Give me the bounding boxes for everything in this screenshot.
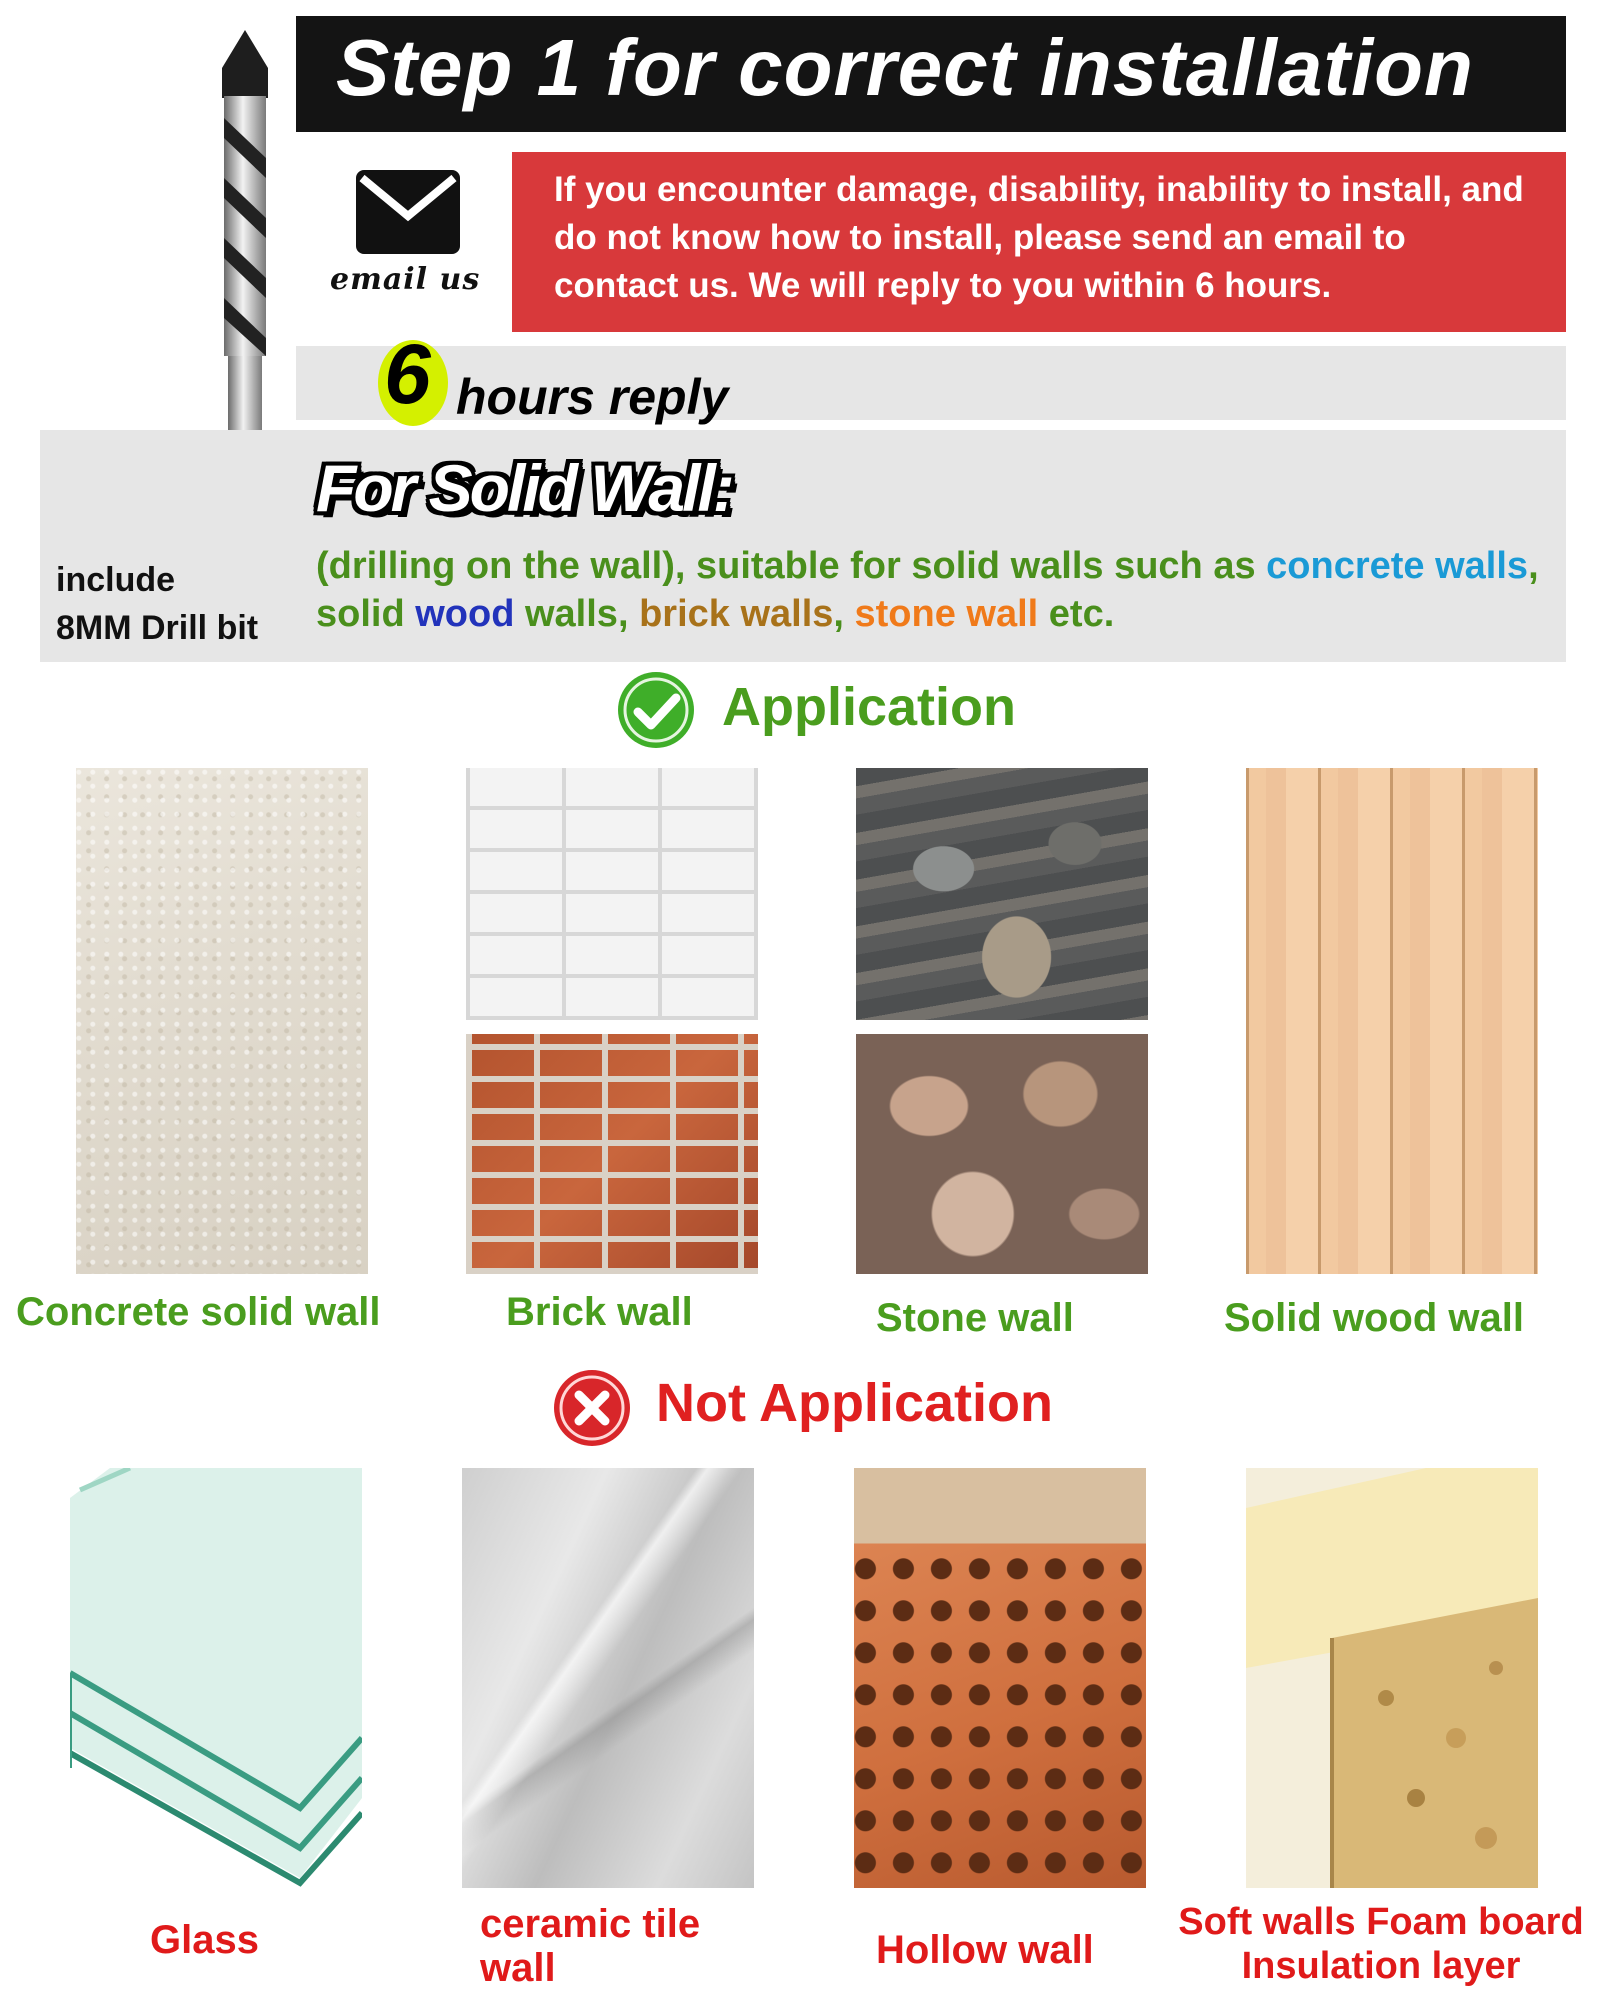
not-application-heading: Not Application	[656, 1373, 1053, 1433]
concrete-wall-image	[76, 768, 368, 1274]
email-us-label[interactable]: email us	[330, 262, 481, 297]
solid-wall-description	[316, 542, 1556, 638]
desc-sep2: ,	[617, 593, 640, 635]
email-icon[interactable]	[356, 170, 460, 254]
application-heading: Application	[722, 677, 1016, 737]
desc-intro: (drilling on the wall), suitable for solid walls such as	[316, 545, 1267, 587]
drill-caption-line1: include	[56, 561, 176, 599]
check-circle-icon	[616, 670, 696, 750]
wood-wall-label: Solid wood wall	[1224, 1296, 1524, 1340]
stone-wall-label: Stone wall	[876, 1296, 1074, 1340]
red-brick-wall-image	[466, 1034, 758, 1274]
desc-sep1: ,	[1528, 545, 1539, 587]
rubble-stone-wall-image	[856, 1034, 1148, 1274]
drill-caption-line2: 8MM Drill bit	[56, 609, 259, 647]
foam-board-image	[1246, 1468, 1538, 1888]
foam-board-label-line1: Soft walls Foam board	[1178, 1901, 1584, 1943]
desc-etc: etc.	[1038, 593, 1115, 635]
reply-hours-text: hours reply	[456, 369, 729, 425]
desc-solid: solid	[316, 593, 416, 635]
hollow-brick-image	[854, 1468, 1146, 1888]
drill-caption	[56, 556, 258, 652]
wood-wall-image	[1246, 768, 1538, 1274]
ceramic-tile-image	[462, 1468, 754, 1888]
page-title: Step 1 for correct installation	[336, 23, 1474, 112]
cross-circle-icon	[552, 1368, 632, 1448]
contact-notice-text: If you encounter damage, disability, inability to install, and do not know how to install, please send an email to contact us. We will reply to you within 6 hours.	[554, 170, 1524, 305]
white-brick-wall-image	[466, 768, 758, 1020]
reply-hours-number: 6	[384, 327, 431, 421]
concrete-wall-label: Concrete solid wall	[16, 1290, 381, 1334]
foam-board-label-line2: Insulation layer	[1241, 1945, 1521, 1987]
desc-wood: wood	[415, 593, 515, 635]
desc-stone: stone wall	[854, 593, 1039, 635]
desc-concrete: concrete walls	[1266, 545, 1529, 587]
hollow-wall-label: Hollow wall	[876, 1928, 1094, 1972]
desc-walls: walls	[514, 593, 618, 635]
glass-image	[70, 1468, 362, 1888]
contact-notice-box	[512, 152, 1566, 332]
desc-sep3: ,	[833, 593, 855, 635]
brick-wall-label: Brick wall	[506, 1290, 693, 1334]
desc-brick: brick walls	[639, 593, 834, 635]
glass-label: Glass	[150, 1918, 259, 1962]
ceramic-tile-label: ceramic tile wall	[480, 1902, 701, 1990]
foam-board-label	[1162, 1900, 1600, 1988]
slate-stone-wall-image	[856, 768, 1148, 1020]
solid-wall-title: For Solid Wall:	[316, 451, 732, 525]
